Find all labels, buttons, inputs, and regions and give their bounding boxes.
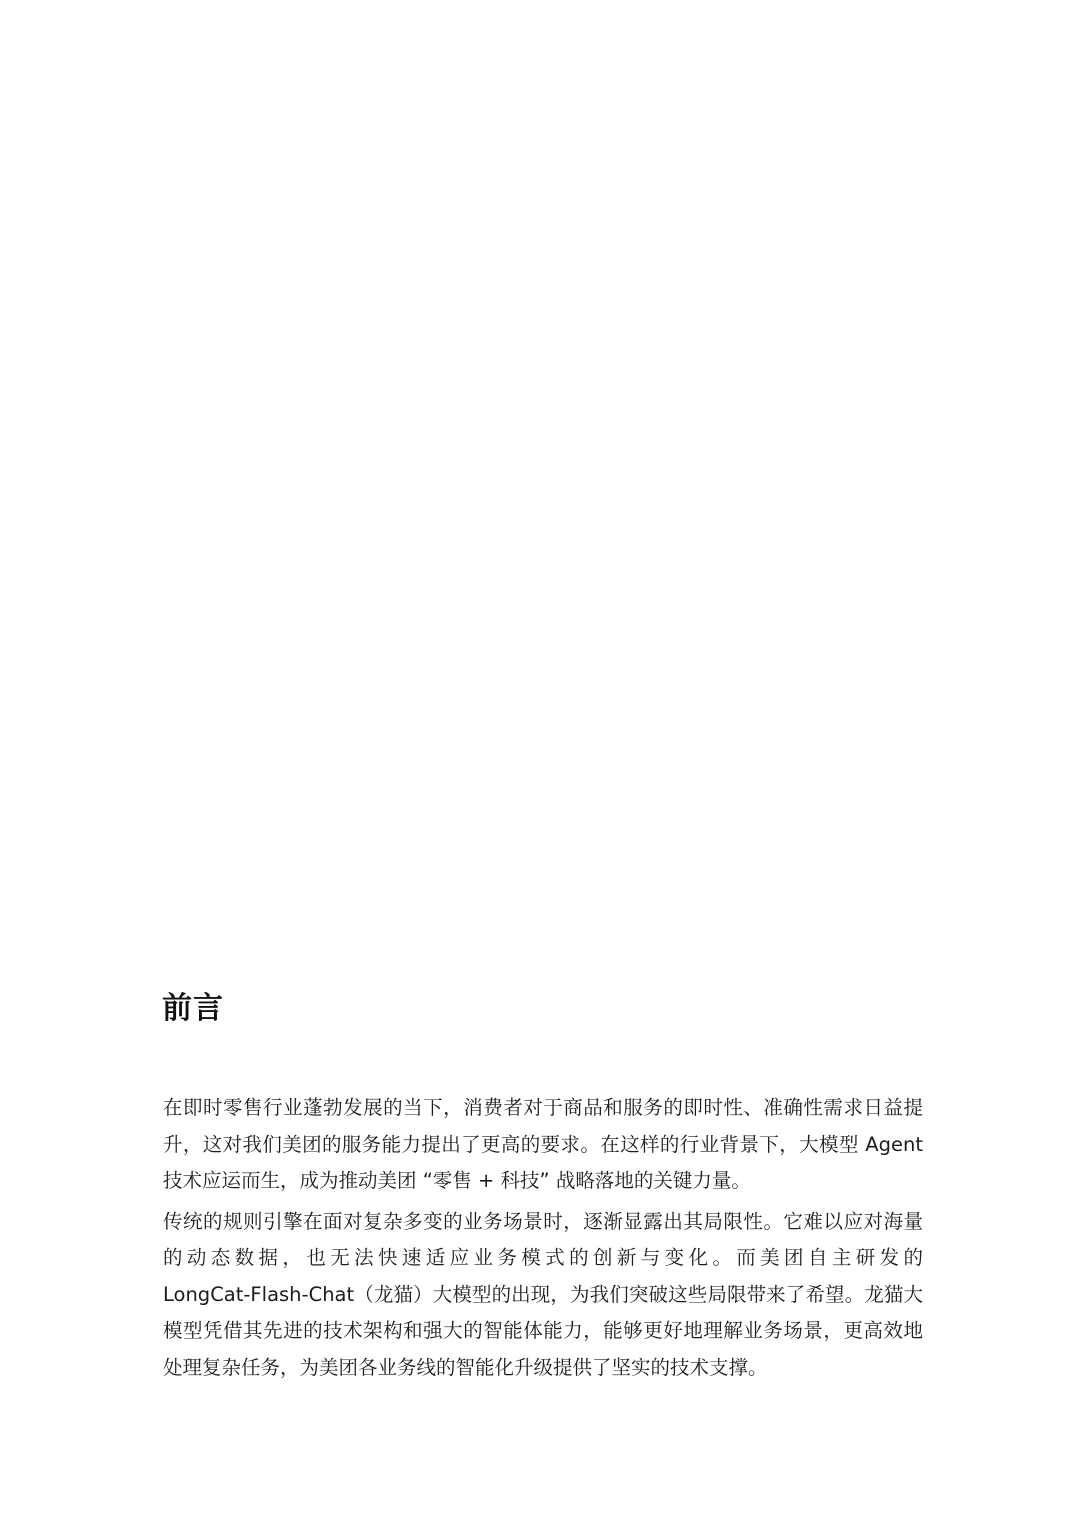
body-text: [163, 1090, 923, 1386]
paragraph-line: 技术应运而生，成为推动美团 “零售 + 科技” 战略落地的关键力量。: [163, 1169, 751, 1192]
paragraph-line: 的动态数据，也无法快速适应业务模式的创新与变化。而美团自主研发的: [163, 1246, 923, 1269]
paragraph-1: [163, 1090, 923, 1200]
paragraph-line: LongCat-Flash-Chat（龙猫）大模型的出现，为我们突破这些局限带来了希望。龙猫大: [163, 1282, 923, 1306]
paragraph-line: 在即时零售行业蓬勃发展的当下，消费者对于商品和服务的即时性、准确性需求日益提: [163, 1096, 923, 1119]
section-heading: 前言: [162, 991, 224, 1026]
paragraph-line: 处理复杂任务，为美团各业务线的智能化升级提供了坚实的技术支撑。: [163, 1355, 768, 1379]
paragraph-line: 传统的规则引擎在面对复杂多变的业务场景时，逐渐显露出其局限性。它难以应对海量: [163, 1209, 923, 1233]
paragraph-2: [163, 1204, 923, 1387]
paragraph-line: 模型凭借其先进的技术架构和强大的智能体能力，能够更好地理解业务场景，更高效地: [163, 1319, 923, 1342]
paragraph-line: 升，这对我们美团的服务能力提出了更高的要求。在这样的行业背景下，大模型 Agent: [163, 1132, 923, 1156]
